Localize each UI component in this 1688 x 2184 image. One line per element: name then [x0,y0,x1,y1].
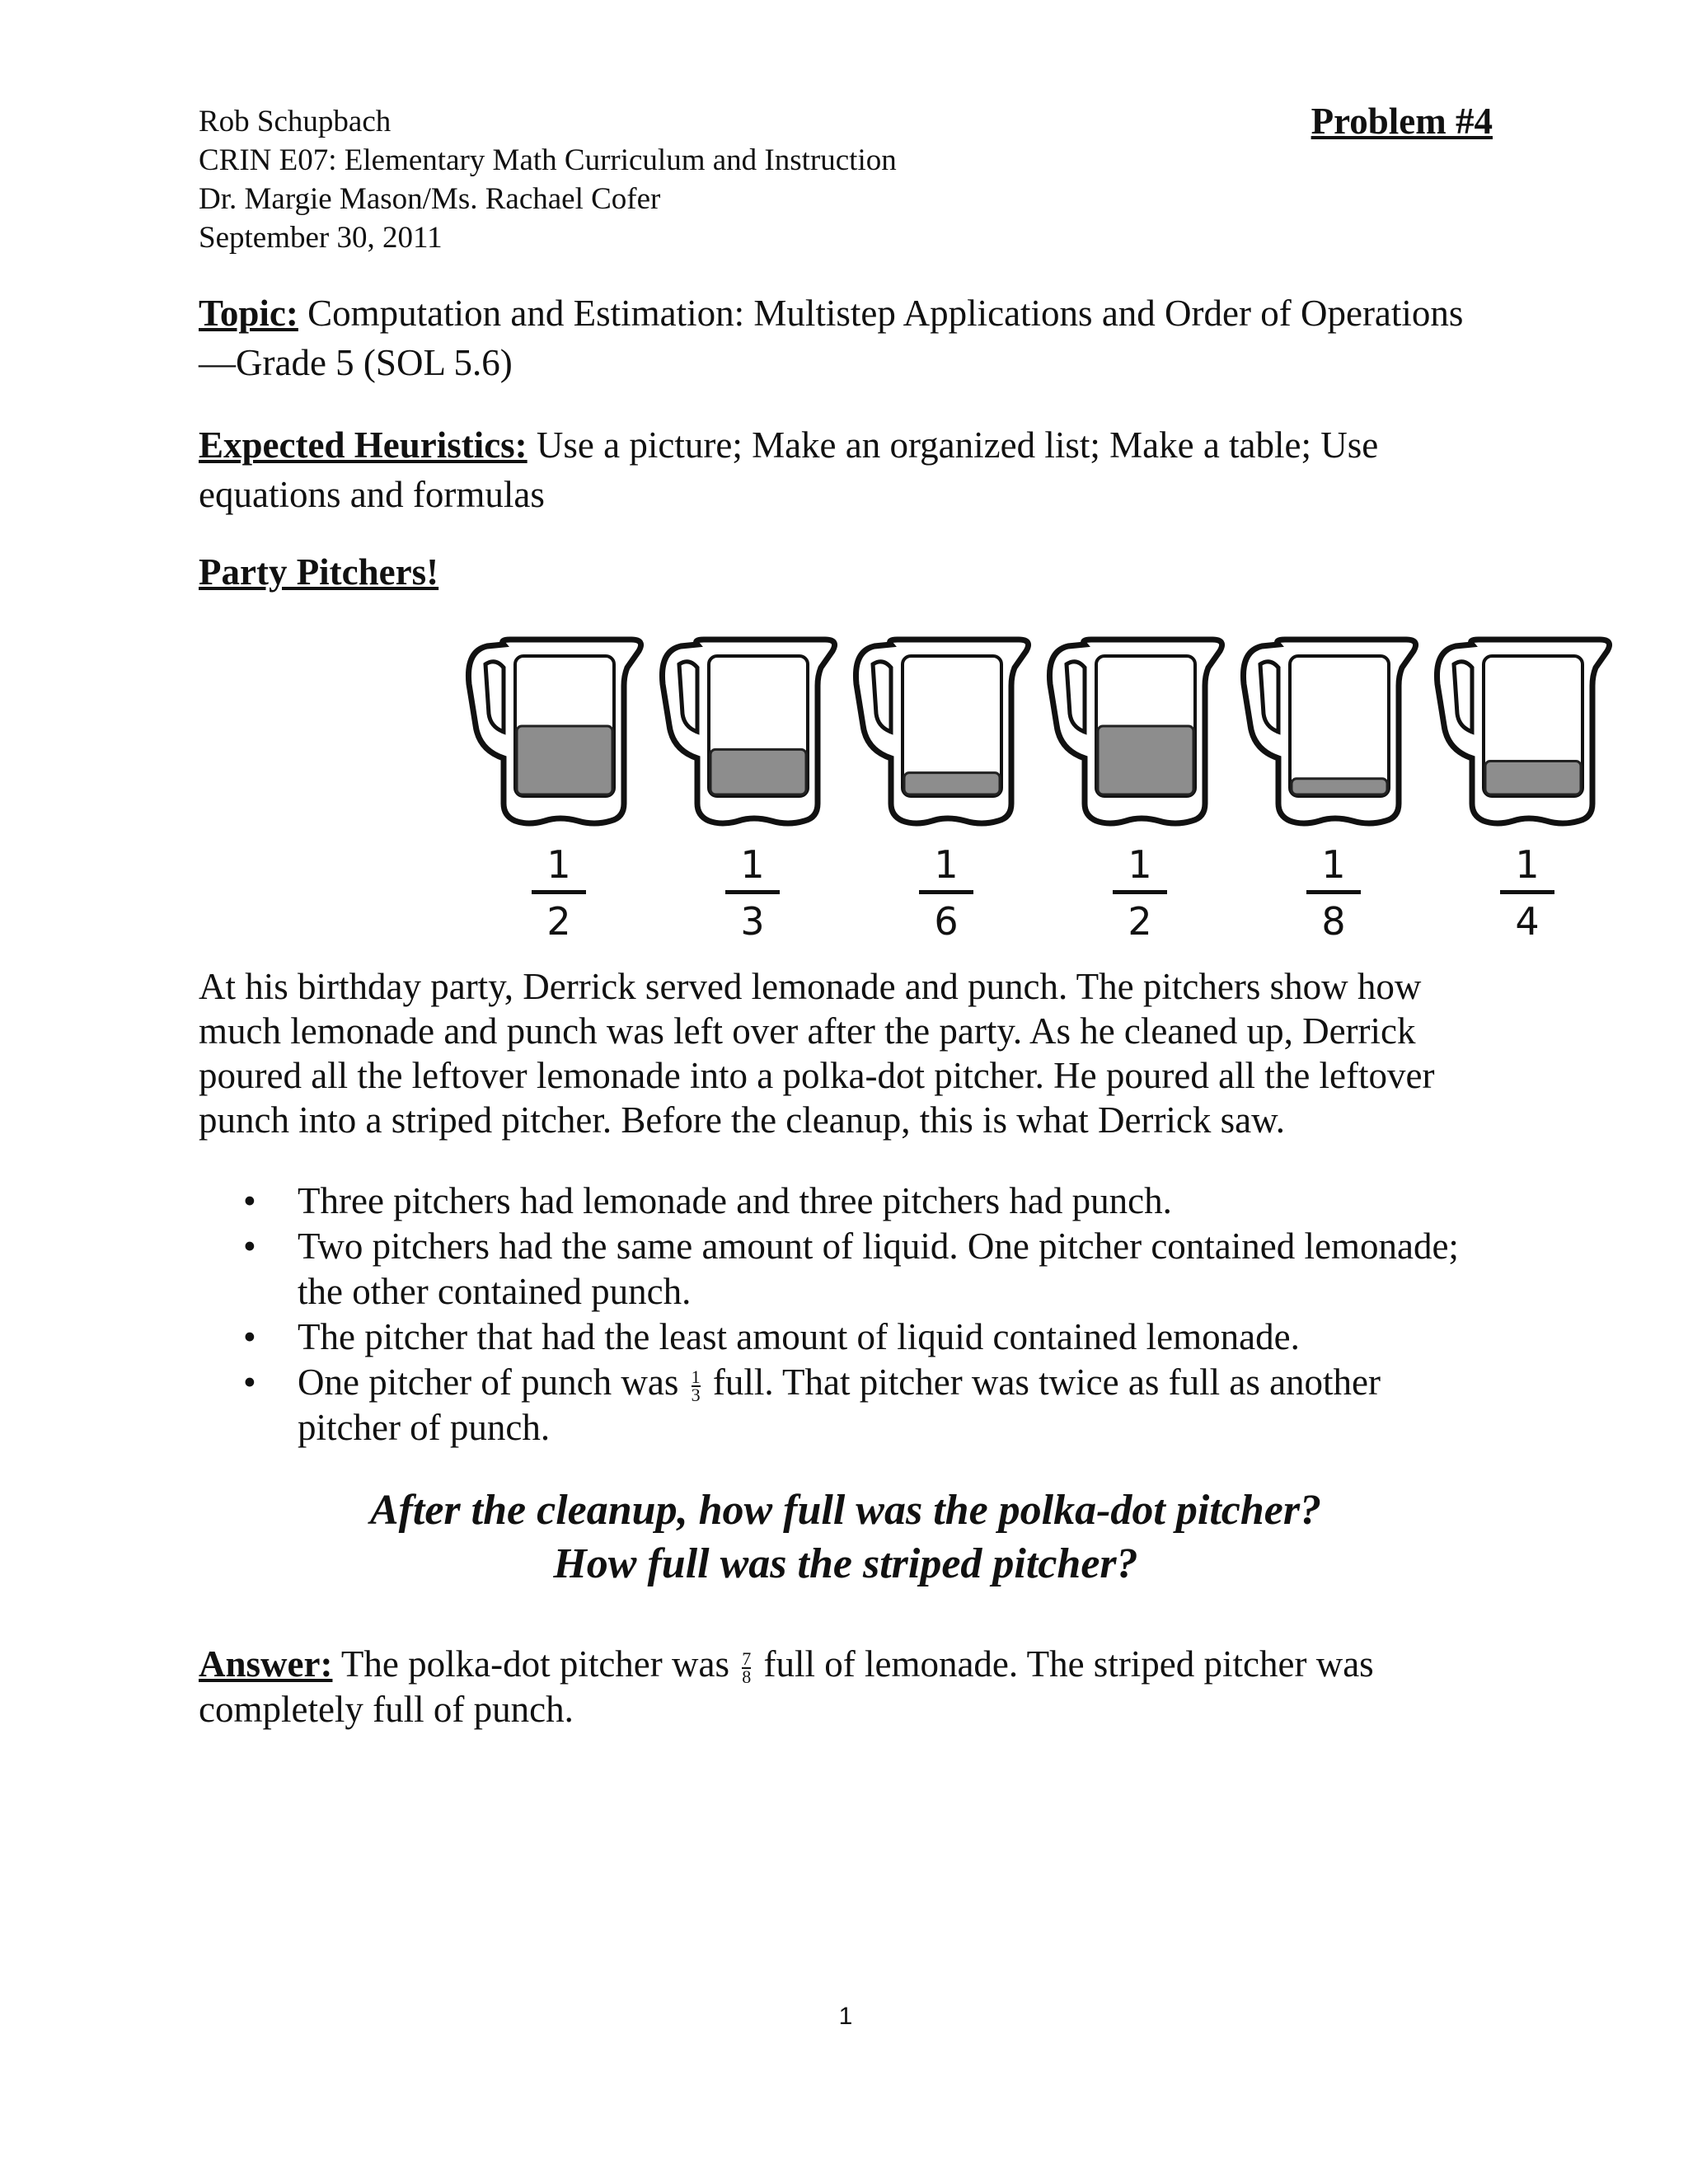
liquid-level [710,749,806,794]
list-item [199,1360,1493,1451]
fraction-denominator: 3 [691,1384,701,1405]
pitcher [462,635,655,944]
fraction-denominator: 4 [1515,899,1540,944]
bullet-dot: • [243,1361,256,1403]
fraction-bar [1306,890,1361,894]
page-number: 1 [838,2003,853,2030]
pitcher-icon [656,635,849,832]
author-name: Rob Schupbach [199,105,392,138]
liquid-level [517,726,612,794]
answer-label: Answer: [199,1643,333,1685]
list-item [199,1224,1493,1315]
fraction-numerator: 1 [546,842,571,887]
date: September 30, 2011 [199,221,443,255]
clue-text: Two pitchers had the same amount of liquid. One pitcher contained lemonade; the other contained punch. [298,1226,1459,1312]
liquid-level [1485,762,1581,795]
topic-label: Topic: [199,293,298,334]
intro-paragraph: At his birthday party, Derrick served lemonade and punch. The pitchers show how much lemonade and punch was left over after the party. As he cleaned up, Derrick poured all the leftover lemonade into a polka-dot pitcher. He poured all the leftover punch into a striped pitcher. Before the cleanup, this is what Derrick saw. [199,966,1435,1141]
pitcher-icon [850,635,1043,832]
fraction-numerator: 1 [1321,842,1346,887]
fraction-bar [919,890,973,894]
bullet-dot: • [243,1226,256,1267]
clue-list [199,1179,1493,1451]
heuristics-text: Use a picture; Make an organized list; Make a table; Use equations and formulas [199,424,1379,515]
pitcher-fraction-label [1237,842,1430,944]
bullet-dot: • [243,1316,256,1357]
clue-text: Three pitchers had lemonade and three pitchers had punch. [298,1180,1172,1221]
clue-text: full. That pitcher was twice as full as another pitcher of punch. [298,1361,1381,1448]
topic-text: Computation and Estimation: Multistep Applications and Order of Operations—Grade 5 (SOL 5.6) [199,293,1464,383]
fraction-bar [725,890,780,894]
liquid-level [904,773,1000,794]
fraction-denominator: 6 [934,899,959,944]
pitcher [1237,635,1430,944]
pitcher [1043,635,1236,944]
fraction-numerator: 1 [934,842,959,887]
course-name: CRIN E07: Elementary Math Curriculum and Instruction [199,143,897,177]
fraction-numerator: 1 [1128,842,1152,887]
fraction-denominator: 3 [740,899,765,944]
clue-text: One pitcher of punch was [298,1361,679,1403]
list-item [199,1315,1493,1360]
list-item [199,1179,1493,1224]
pitcher-fraction-label [656,842,849,944]
instructors: Dr. Margie Mason/Ms. Rachael Cofer [199,182,661,216]
fraction-denominator: 8 [742,1666,752,1687]
fraction-denominator: 8 [1321,899,1346,944]
pitcher-fraction-label [1431,842,1624,944]
question-line-1: After the cleanup, how full was the polka-dot pitcher? [369,1487,1322,1534]
pitcher-illustration [462,635,1641,944]
pitcher [850,635,1043,944]
expected-heuristics [199,420,1493,519]
fraction-bar [532,890,586,894]
topic [199,288,1493,387]
liquid-level [1098,726,1193,794]
fraction-bar [1500,890,1554,894]
question [199,1483,1493,1591]
liquid-level [1292,779,1387,794]
problem-title: Party Pitchers! [199,551,439,593]
problem-number: Problem #4 [1311,101,1493,142]
fraction-denominator: 2 [546,899,571,944]
pitcher-icon [1237,635,1430,832]
pitcher-icon [462,635,655,832]
fraction-numerator: 1 [691,1366,701,1387]
fraction-denominator: 2 [1128,899,1152,944]
inline-fraction [742,1647,752,1687]
inline-fraction [691,1366,701,1405]
pitcher-icon [1431,635,1624,832]
fraction-numerator: 1 [1515,842,1540,887]
question-line-2: How full was the striped pitcher? [553,1540,1138,1587]
pitcher-inner [1290,656,1389,796]
answer-text: The polka-dot pitcher was [340,1643,729,1685]
fraction-bar [1113,890,1167,894]
fraction-numerator: 7 [742,1647,752,1669]
pitcher-fraction-label [462,842,655,944]
fraction-numerator: 1 [740,842,765,887]
pitcher [656,635,849,944]
pitcher-icon [1043,635,1236,832]
pitcher-fraction-label [850,842,1043,944]
heuristics-label: Expected Heuristics: [199,424,528,466]
answer [199,1642,1493,1732]
answer-text: full of lemonade. The striped pitcher was completely full of punch. [199,1643,1374,1730]
pitcher-fraction-label [1043,842,1236,944]
pitcher [1431,635,1624,944]
clue-text: The pitcher that had the least amount of liquid contained lemonade. [298,1316,1300,1357]
bullet-dot: • [243,1180,256,1221]
